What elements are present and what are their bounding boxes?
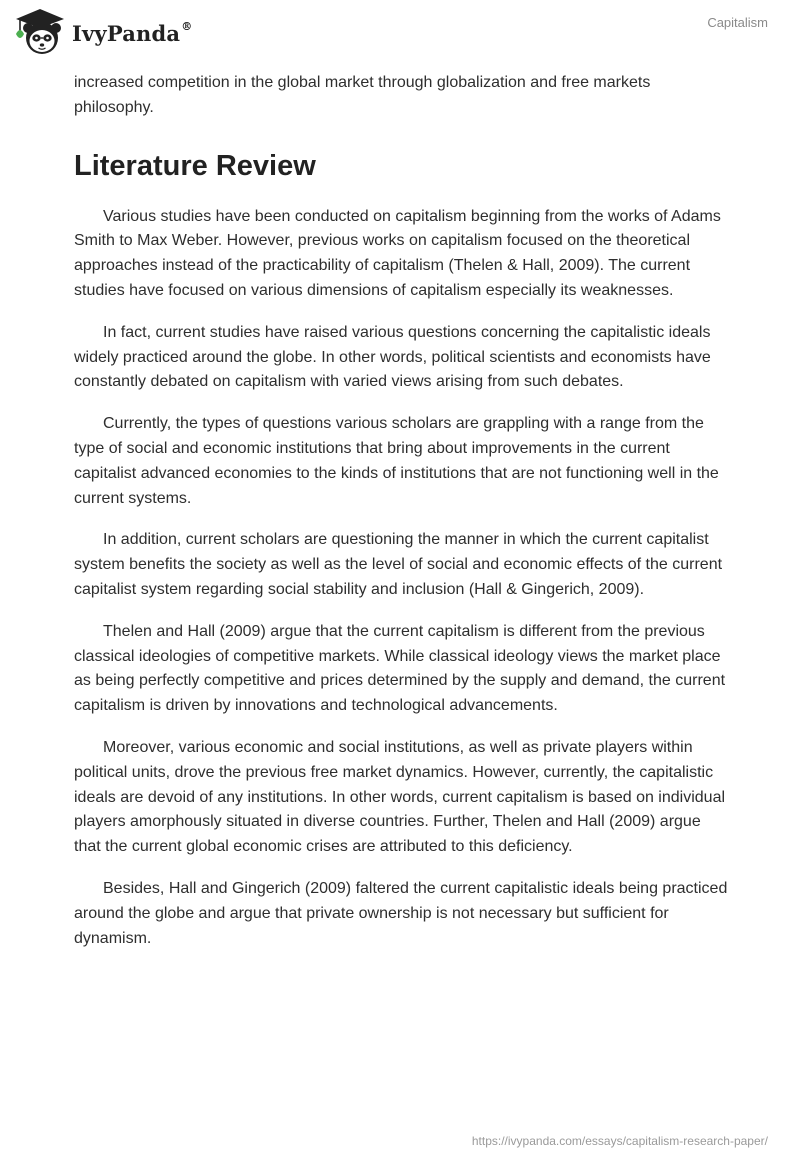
literature-review-section	[74, 205, 728, 952]
paragraph: Thelen and Hall (2009) argue that the current capitalism is different from the previous classical ideologies of competitive markets. While classical ideology views the market place as being perfectly competitive and prices determined by the supply and demand, the current capitalism is driven by innovations and technological advancements.	[74, 622, 726, 715]
brand-name: IvyPanda®	[72, 19, 193, 46]
document-title: Capitalism	[707, 15, 768, 30]
paragraph: In fact, current studies have raised various questions concerning the capitalistic ideals widely practiced around the globe. In other words, political scientists and economists have constantly debated on capitalism with varied views arising from such debates.	[74, 323, 711, 391]
source-url[interactable]: https://ivypanda.com/essays/capitalism-research-paper/	[471, 1134, 768, 1148]
ivypanda-logo[interactable]	[14, 8, 192, 58]
continued-paragraph: increased competition in the global market through globalization and free markets philosophy.	[74, 74, 651, 116]
paragraph: Currently, the types of questions various scholars are grappling with a range from the type of social and economic institutions that bring about improvements in the current capitalist advanced economies to the kinds of institutions that are not functioning well in the current systems.	[74, 415, 719, 507]
paragraph: Moreover, various economic and social institutions, as well as private players within political units, drove the previous free market dynamics. However, currently, the capitalistic ideals are devoid of any institutions. In other words, current capitalism is based on individual players amorphously situated in diverse countries. Further, Thelen and Hall (2009) argue that the current global economic crises are attributed to this deficiency.	[74, 738, 726, 856]
panda-graduate-icon	[14, 8, 66, 58]
article-body	[74, 71, 728, 968]
paragraph: In addition, current scholars are questioning the manner in which the current capitalist system benefits the society as well as the level of social and economic effects of the current capitalist system regarding social stability and inclusion (Hall & Gingerich, 2009).	[74, 531, 723, 598]
page-header	[0, 0, 800, 64]
paragraph: Besides, Hall and Gingerich (2009) faltered the current capitalistic ideals being practiced around the globe and argue that private ownership is not necessary but sufficient for dynamism.	[74, 879, 728, 947]
paragraph: Various studies have been conducted on capitalism beginning from the works of Adams Smith to Max Weber. However, previous works on capitalism focused on the theoretical approaches instead of the practicability of capitalism (Thelen & Hall, 2009). The current studies have focused on various dimensions of capitalism especially its weaknesses.	[74, 207, 721, 299]
section-heading: Literature Review	[74, 149, 316, 182]
